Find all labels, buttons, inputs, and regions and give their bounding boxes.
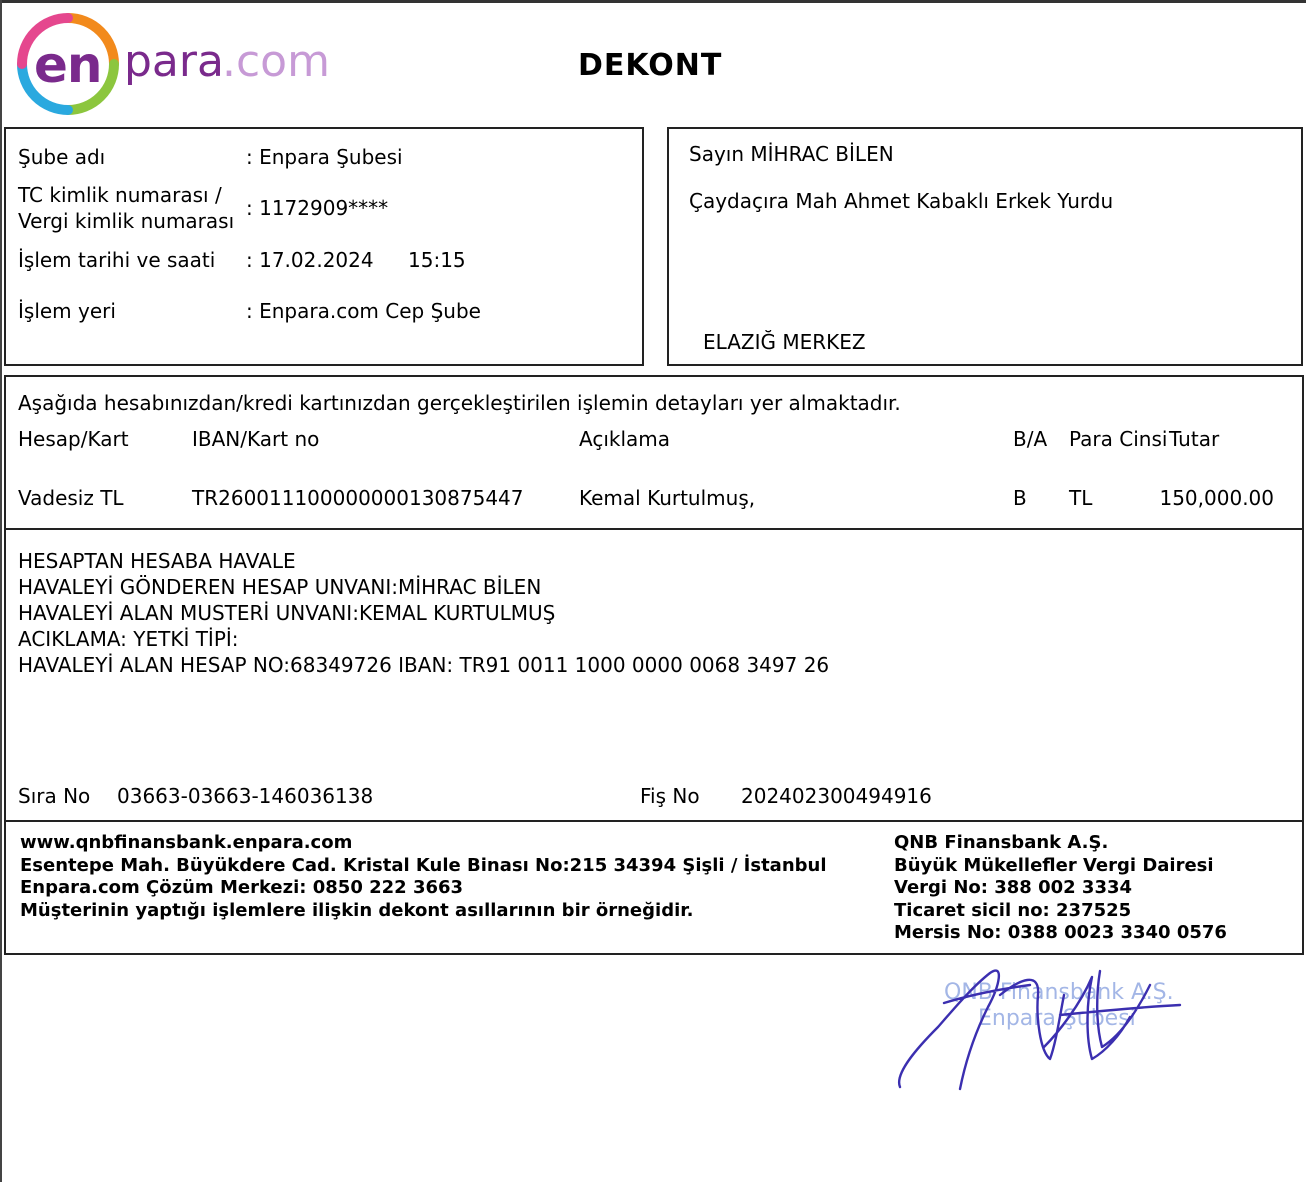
note-line: HESAPTAN HESABA HAVALE <box>18 549 296 573</box>
logo-com-text: .com <box>222 36 330 87</box>
logo-para-text: para <box>124 36 224 87</box>
row-amount: 150,000.00 <box>1159 486 1274 510</box>
note-line: ACIKLAMA: YETKİ TİPİ: <box>18 627 239 651</box>
fis-no-value: 202402300494916 <box>741 784 932 808</box>
top-border <box>0 0 1306 3</box>
footer-mersis-no: Mersis No: 0388 0023 3340 0576 <box>894 922 1227 943</box>
row-currency: TL <box>1069 486 1093 510</box>
customer-address-box <box>667 127 1303 366</box>
note-line: HAVALEYİ ALAN MUSTERİ UNVANI:KEMAL KURTULMUŞ <box>18 601 556 625</box>
header-currency: Para Cinsi <box>1069 427 1168 451</box>
detail-divider-2 <box>6 820 1302 822</box>
header-amount: Tutar <box>1169 427 1220 451</box>
stamp-line-1: QNB Finansbank A.Ş. <box>944 980 1174 1005</box>
fis-no-label: Fiş No <box>640 784 700 808</box>
footer-contact: Enpara.com Çözüm Merkezi: 0850 222 3663 <box>20 877 464 898</box>
sira-no-value: 03663-03663-146036138 <box>117 784 374 808</box>
sira-no-label: Sıra No <box>18 784 91 808</box>
footer-tax-office: Büyük Mükellefler Vergi Dairesi <box>894 854 1214 876</box>
branch-name-value: : Enpara Şubesi <box>246 145 403 169</box>
footer-address: Esentepe Mah. Büyükdere Cad. Kristal Kule Binası No:215 34394 Şişli / İstanbul <box>20 854 827 876</box>
notes-block <box>18 548 829 678</box>
customer-salutation: Sayın MİHRAC BİLEN <box>689 142 894 166</box>
row-description: Kemal Kurtulmuş, <box>579 486 756 510</box>
note-line: HAVALEYİ GÖNDEREN HESAP UNVANI:MİHRAC BİLEN <box>18 575 542 599</box>
transaction-detail-box <box>4 375 1304 955</box>
header-description: Açıklama <box>579 427 671 451</box>
customer-city: ELAZIĞ MERKEZ <box>703 330 866 354</box>
tax-id-label: TC kimlik numarası / <box>18 183 222 207</box>
branch-info-box <box>4 127 644 366</box>
customer-address: Çaydaçıra Mah Ahmet Kabaklı Erkek Yurdu <box>689 189 1114 213</box>
footer-left <box>20 832 827 922</box>
footer-trade-registry: Ticaret sicil no: 237525 <box>894 899 1132 921</box>
footer-disclaimer: Müşterinin yaptığı işlemlere ilişkin dekont asıllarının bir örneğidir. <box>20 899 694 921</box>
logo-en-text: en <box>34 36 102 94</box>
left-border <box>0 0 2 1182</box>
transaction-place-value: : Enpara.com Cep Şube <box>246 299 481 323</box>
note-line: HAVALEYİ ALAN HESAP NO:68349726 IBAN: TR91 0011 1000 0000 0068 3497 26 <box>18 653 830 677</box>
document-title: DEKONT <box>578 48 723 83</box>
transaction-date-label: İşlem tarihi ve saati <box>18 248 216 272</box>
row-account: Vadesiz TL <box>18 486 124 510</box>
row-iban: TR260011100000000130875447 <box>192 486 524 510</box>
footer-bank-name: QNB Finansbank A.Ş. <box>894 832 1109 853</box>
footer-website[interactable]: www.qnbfinansbank.enpara.com <box>20 832 353 853</box>
tax-id-label-2: Vergi kimlik numarası <box>18 209 235 233</box>
header-account: Hesap/Kart <box>18 427 129 451</box>
enpara-logo <box>16 12 330 117</box>
row-ba: B <box>1013 486 1027 510</box>
footer-right <box>894 832 1227 945</box>
header-ba: B/A <box>1013 427 1048 451</box>
detail-intro: Aşağıda hesabınızdan/kredi kartınızdan gerçekleştirilen işlemin detayları yer almaktadır. <box>18 391 901 415</box>
stamp-signature <box>880 955 1200 1105</box>
header-iban: IBAN/Kart no <box>192 427 320 451</box>
transaction-time-value: 15:15 <box>408 248 466 272</box>
branch-name-label: Şube adı <box>18 145 106 169</box>
transaction-place-label: İşlem yeri <box>18 299 116 323</box>
stamp-line-2: Enpara Şubesi <box>978 1006 1136 1031</box>
tax-id-value: : 1172909**** <box>246 196 389 220</box>
footer-tax-no: Vergi No: 388 002 3334 <box>894 877 1133 898</box>
transaction-date-value: : 17.02.2024 <box>246 248 374 272</box>
detail-divider-1 <box>6 528 1302 530</box>
